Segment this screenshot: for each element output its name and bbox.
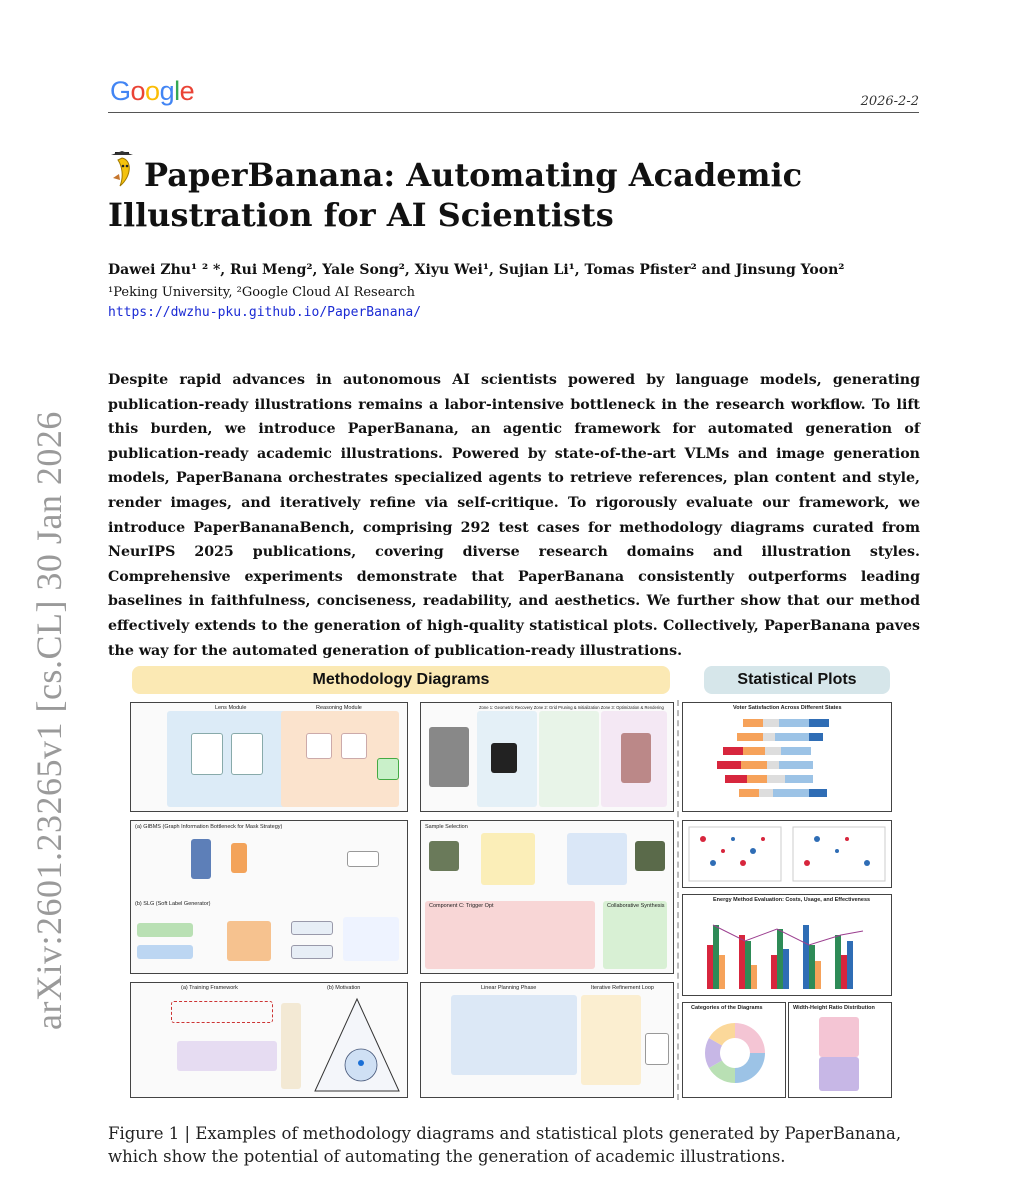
motivation-label: (b) Motivation — [327, 985, 361, 991]
google-logo: Google — [110, 76, 195, 106]
author-list: Dawei Zhu¹ ² *, Rui Meng², Yale Song², Xiyu Wei¹, Sujian Li¹, Tomas Pfister² and Jinsung Yoon² — [108, 262, 845, 278]
arxiv-stamp: arXiv:2601.23265v1 [cs.CL] 30 Jan 2026 — [29, 411, 69, 1030]
title-block — [108, 150, 928, 235]
dot-matrix — [683, 821, 891, 887]
energy-evaluation-plot — [682, 894, 892, 996]
project-url-link[interactable]: https://dwzhu-pku.github.io/PaperBanana/ — [108, 305, 422, 320]
iterative-label: Iterative Refinement Loop — [591, 985, 654, 991]
categories-pie-plot — [682, 1002, 786, 1098]
paper-date: 2026-2-2 — [860, 94, 919, 109]
training-label: (a) Training Framework — [181, 985, 238, 991]
abstract: Despite rapid advances in autonomous AI scientists powered by language models, generating publication-ready illustrations remains a labor-intensive bottleneck in the research workflow. To lift this burden, we introduce PaperBanana, an agentic framework for automated generation of publication-ready academic illustrations. Powered by state-of-the-art VLMs and image generation models, PaperBanana orchestrates specialized agents to retrieve references, plan content and style, render images, and iteratively refine via self-critique. To rigorously evaluate our framework, we introduce PaperBananaBench, comprising 292 test cases for methodology diagrams curated from NeurIPS 2025 publications, covering diverse research domains and illustration styles. Comprehensive experiments demonstrate that PaperBanana consistently outperforms leading baselines in faithfulness, conciseness, readability, and aesthetics. We further show that our method effectively extends to the generation of high-quality statistical plots. Collectively, PaperBanana paves the way for the automated generation of publication-ready illustrations. — [108, 372, 920, 659]
ratio-plot-title: Width-Height Ratio Distribution — [793, 1005, 875, 1011]
energy-plot-title: Energy Method Evaluation: Costs, Usage, and Effectiveness — [713, 897, 871, 903]
gibms-slg-diagram — [130, 820, 408, 974]
methodology-diagrams-banner: Methodology Diagrams — [132, 666, 670, 694]
dot-matrix-plots — [682, 820, 892, 888]
collab-label: Collaborative Synthesis — [607, 903, 665, 909]
lens-module-label: Lens Module — [215, 705, 247, 711]
reasoning-module-label: Reasoning Module — [316, 705, 362, 711]
voter-bars — [683, 713, 891, 809]
categories-donut — [699, 1017, 771, 1089]
linear-planning-label: Linear Planning Phase — [481, 985, 537, 991]
planning-refinement-diagram — [420, 982, 674, 1098]
banana-mascot-icon — [108, 150, 138, 188]
trigger-opt-label: Component C: Trigger Opt — [429, 903, 494, 909]
voter-satisfaction-plot — [682, 702, 892, 812]
paper-title: PaperBanana: Automating Academic Illustration for AI Scientists — [108, 156, 803, 234]
training-motivation-diagram — [130, 982, 408, 1098]
lens-reasoning-diagram — [130, 702, 408, 812]
voter-plot-title: Voter Satisfaction Across Different States — [733, 705, 842, 711]
statistical-plots-banner: Statistical Plots — [704, 666, 890, 694]
geometric-recovery-diagram — [420, 702, 674, 812]
affiliations: ¹Peking University, ²Google Cloud AI Research — [108, 285, 416, 300]
figure-caption: Figure 1 | Examples of methodology diagrams and statistical plots generated by PaperBanana, which show the potential of automating the generation of academic illustrations. — [108, 1124, 902, 1166]
figure-1 — [126, 660, 896, 1100]
gibms-label: (a) GIBMS (Graph Information Bottleneck for Mask Strategy) — [135, 824, 283, 830]
categories-plot-title: Categories of the Diagrams — [691, 1005, 763, 1011]
figure-divider — [677, 700, 680, 1100]
sample-selection-label: Sample Selection — [425, 824, 468, 830]
slg-label: (b) SLG (Soft Label Generator) — [135, 901, 211, 907]
width-height-ratio-plot — [788, 1002, 892, 1098]
sample-selection-diagram — [420, 820, 674, 974]
zones-label: Zone 1: Geometric Recovery Zone 2: Grid Pruning & Initialization Zone 3: Optimization & Rendering — [479, 705, 664, 710]
header-rule — [108, 112, 919, 113]
simplex-triangle-icon — [311, 995, 403, 1095]
energy-bars — [683, 905, 891, 993]
